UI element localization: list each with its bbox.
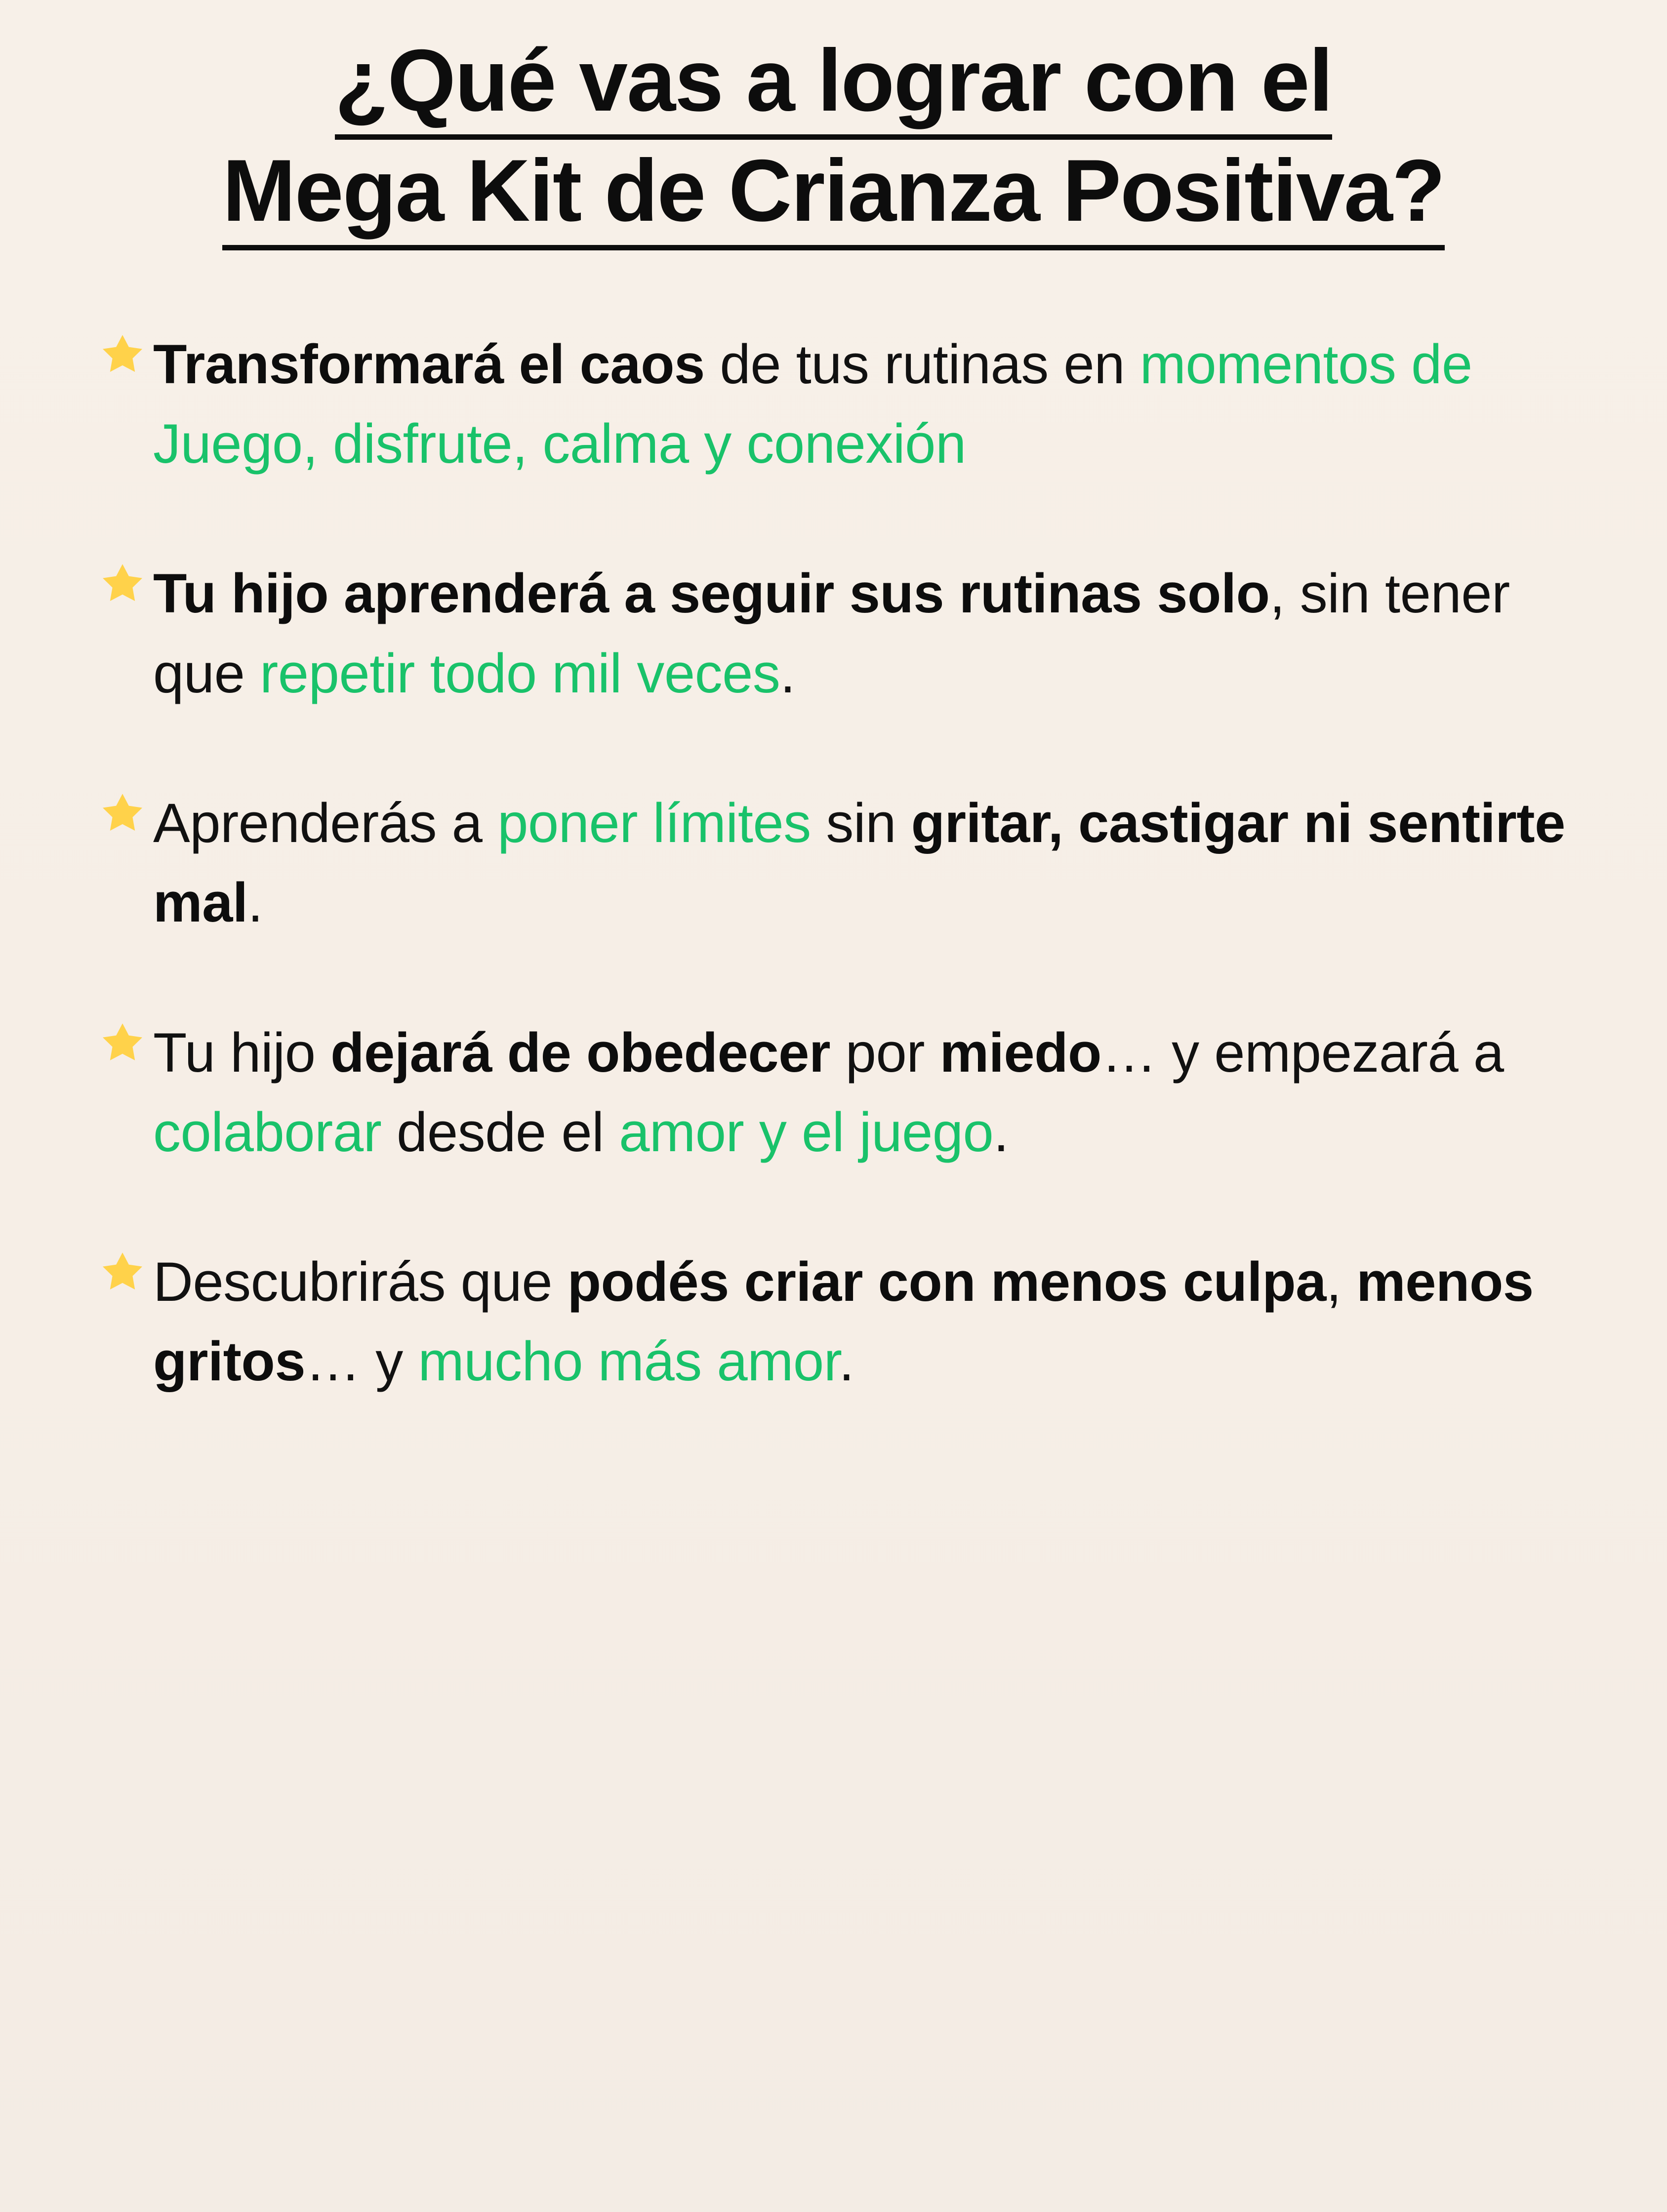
list-item-text: Transformará el caos de tus rutinas en momentos de Juego, disfrute, calma y conexión [153,333,1472,475]
list-item-text: Tu hijo aprenderá a seguir sus rutinas solo, sin tener que repetir todo mil veces. [153,563,1510,704]
star-icon [99,790,146,838]
star-icon [99,331,146,379]
list-item [153,1242,1588,1402]
list-item-text: Tu hijo dejará de obedecer por miedo… y empezará a colaborar desde el amor y el juego. [153,1021,1504,1163]
list-item [153,783,1588,943]
benefit-list [59,324,1608,1402]
star-icon [99,1020,146,1067]
page-title-line-1: ¿Qué vas a lograr con el [68,30,1599,140]
list-item [153,1013,1588,1172]
list-item-text: Descubrirás que podés criar con menos culpa, menos gritos… y mucho más amor. [153,1251,1534,1393]
list-item [153,324,1588,484]
page-title-line-2: Mega Kit de Crianza Positiva? [68,140,1599,250]
page-title [63,30,1604,250]
star-icon [99,561,146,608]
list-item-text: Aprenderás a poner límites sin gritar, castigar ni sentirte mal. [153,792,1565,934]
list-item [153,554,1588,713]
star-icon [99,1249,146,1296]
